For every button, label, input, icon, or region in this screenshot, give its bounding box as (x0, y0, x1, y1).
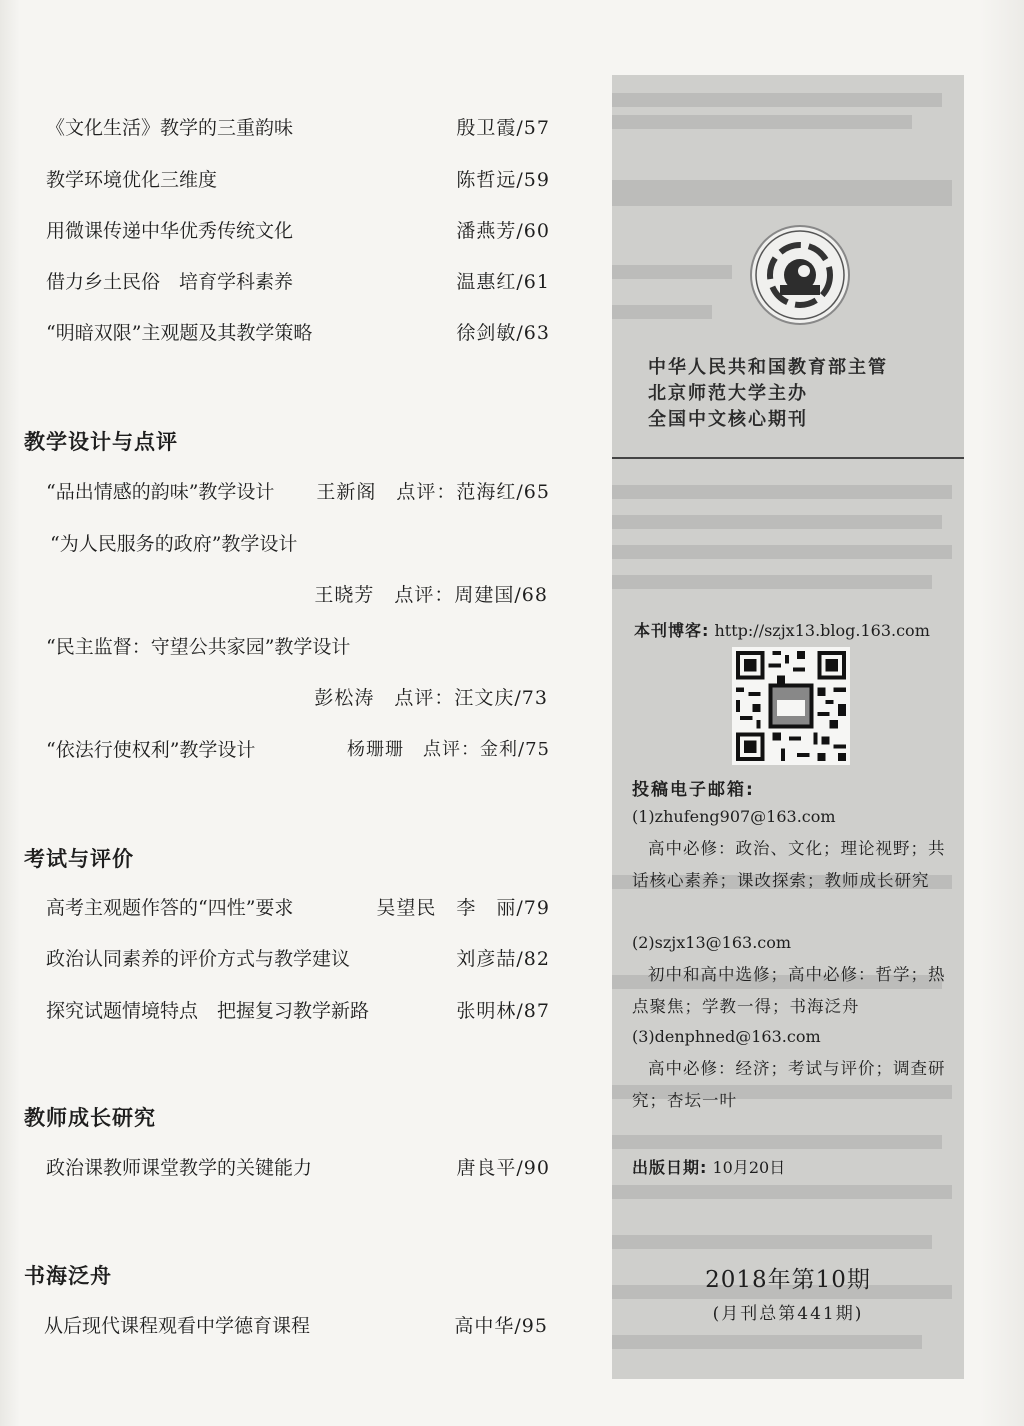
toc-entry[interactable] (46, 1154, 550, 1182)
toc-entry-author: 潘燕芳/60 (456, 220, 550, 242)
toc-entry[interactable] (46, 633, 550, 661)
blog-url-link[interactable]: http://szjx13.blog.163.com (714, 621, 930, 640)
toc-entry-author: 彭松涛 点评：汪文庆/73 (314, 687, 548, 709)
toc-entry[interactable] (46, 319, 550, 347)
submission-email-title: 投稿电子邮箱: (632, 780, 755, 800)
toc-entry[interactable] (46, 478, 550, 506)
email-address-link[interactable]: (1)zhufeng907@163.com (632, 807, 836, 826)
email-address-link[interactable]: (2)szjx13@163.com (632, 933, 792, 952)
blog-info (634, 618, 930, 641)
journal-emblem-icon (750, 225, 850, 325)
section-heading-teacher: 教师成长研究 (24, 1106, 156, 1130)
qr-code-icon[interactable] (732, 647, 850, 765)
pubdate-value: 10月20日 (712, 1158, 786, 1177)
section-heading-books: 书海泛舟 (24, 1264, 112, 1288)
publication-date (632, 1155, 785, 1178)
toc-entry-author: 王新阁 点评：范海红/65 (316, 481, 550, 503)
toc-entry[interactable] (50, 530, 554, 558)
toc-entry-title: “明暗双限”主观题及其教学策略 (46, 322, 313, 344)
toc-entry-author: 高中华/95 (454, 1315, 548, 1337)
email-topics: 初中和高中选修；高中必修：哲学；热点聚焦；学教一得；书海泛舟 (632, 965, 946, 1016)
publisher-line: 全国中文核心期刊 (648, 409, 808, 430)
toc-entry-title: 政治课教师课堂教学的关键能力 (46, 1157, 313, 1179)
toc-entry-title: 用微课传递中华优秀传统文化 (46, 220, 294, 242)
toc-entry-title: “民主监督：守望公共家园”教学设计 (46, 636, 351, 658)
toc-entry-title: 政治认同素养的评价方式与教学建议 (46, 948, 351, 970)
toc-entry[interactable] (46, 114, 550, 142)
toc-entry-author: 刘彦喆/82 (456, 948, 550, 970)
toc-entry-author: 杨珊珊 点评：金利/75 (347, 739, 550, 760)
toc-entry[interactable] (44, 1312, 548, 1340)
section-heading-design: 教学设计与点评 (24, 430, 178, 454)
toc-entry-author: 张明林/87 (456, 1000, 550, 1022)
toc-entry-title: “为人民服务的政府”教学设计 (50, 533, 298, 555)
toc-entry-author: 徐剑敏/63 (456, 322, 550, 344)
toc-entry-author: 殷卫霞/57 (456, 117, 550, 139)
toc-entry-title: 《文化生活》教学的三重韵味 (46, 117, 294, 139)
toc-entry-author: 吴望民 李 丽/79 (376, 897, 550, 919)
journal-info-panel (612, 75, 964, 1379)
toc-entry-title: 借力乡土民俗 培育学科素养 (46, 271, 294, 293)
toc-entry[interactable] (46, 217, 550, 245)
toc-entry[interactable] (46, 894, 550, 922)
toc-entry[interactable] (46, 945, 550, 973)
toc-entry[interactable] (46, 268, 550, 296)
email-topics: 高中必修：经济；考试与评价；调查研究；杏坛一叶 (632, 1059, 946, 1110)
blog-label: 本刊博客: (634, 621, 710, 640)
pubdate-label: 出版日期: (632, 1158, 708, 1177)
toc-entry[interactable] (46, 736, 550, 764)
issue-total-number: (月刊总第441期) (712, 1304, 864, 1324)
toc-entry-title: “依法行使权利”教学设计 (46, 739, 256, 761)
publisher-line: 中华人民共和国教育部主管 (648, 357, 888, 378)
section-heading-exam: 考试与评价 (24, 847, 134, 871)
toc-entry-title: 从后现代课程观看中学德育课程 (44, 1315, 311, 1337)
toc-entry-author: 王晓芳 点评：周建国/68 (314, 584, 548, 606)
divider (612, 457, 964, 459)
email-topics: 高中必修：政治、文化；理论视野；共话核心素养；课改探索；教师成长研究 (632, 839, 946, 890)
toc-entry-title: 探究试题情境特点 把握复习教学新路 (46, 1000, 370, 1022)
toc-entry-author: 唐良平/90 (456, 1157, 550, 1179)
toc-entry-author: 陈哲远/59 (456, 169, 550, 191)
toc-entry-title: 高考主观题作答的“四性”要求 (46, 897, 294, 919)
toc-entry[interactable] (46, 166, 550, 194)
issue-number: 2018年第10期 (705, 1267, 871, 1293)
toc-entry[interactable] (46, 997, 550, 1025)
toc-entry-title: “品出情感的韵味”教学设计 (46, 481, 275, 503)
toc-entry-author: 温惠红/61 (456, 271, 550, 293)
publisher-info (648, 355, 888, 433)
toc-entry-title: 教学环境优化三维度 (46, 169, 218, 191)
publisher-line: 北京师范大学主办 (648, 383, 808, 404)
email-address-link[interactable]: (3)denphned@163.com (632, 1027, 821, 1046)
